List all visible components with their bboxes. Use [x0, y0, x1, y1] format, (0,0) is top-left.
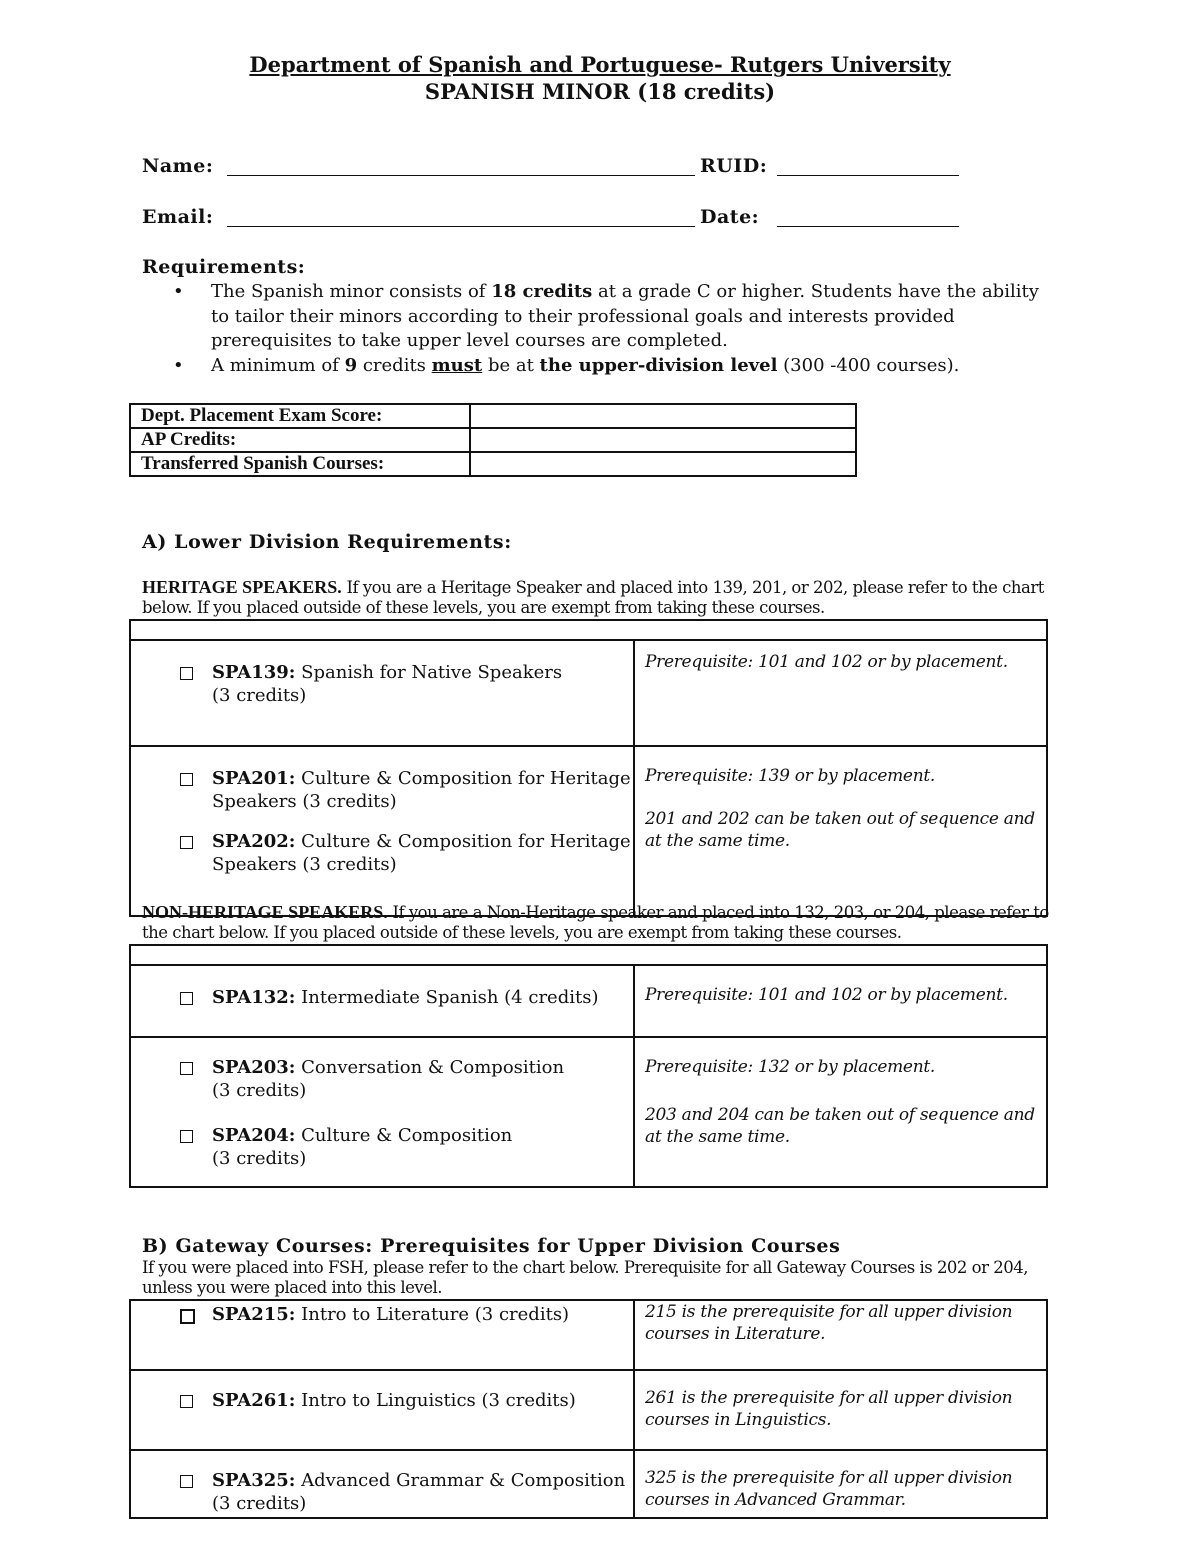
- course-spa132: SPA132: Intermediate Spanish (4 credits): [131, 986, 633, 1009]
- checkbox[interactable]: [180, 773, 193, 786]
- table-row: [130, 945, 1047, 965]
- requirements-list: [142, 280, 1062, 378]
- ruid-label: RUID:: [700, 155, 768, 177]
- prerequisite-note: 261 is the prerequisite for all upper division courses in Linguistics.: [645, 1388, 1013, 1430]
- email-label: Email:: [142, 206, 214, 228]
- course-spa261: SPA261: Intro to Linguistics (3 credits): [131, 1389, 633, 1412]
- ruid-field[interactable]: [777, 155, 959, 176]
- ap-credits-label: AP Credits:: [130, 428, 470, 452]
- table-row: [130, 428, 856, 452]
- date-field[interactable]: [777, 206, 959, 227]
- department-title: Department of Spanish and Portuguese- Rutgers University: [249, 52, 951, 77]
- checkbox[interactable]: [180, 836, 193, 849]
- prerequisite-note: Prerequisite: 132 or by placement.: [645, 1057, 935, 1077]
- table-row: [130, 746, 1047, 916]
- course-spa215: SPA215: Intro to Literature (3 credits): [131, 1303, 633, 1326]
- nonheritage-course-table: [129, 944, 1048, 1188]
- requirement-item: • The Spanish minor consists of 18 credits at a grade C or higher. Students have the ability to tailor their minors according to their professional goals and interests provided prerequisites to take upper level courses are completed.: [173, 281, 1039, 351]
- table-row: [130, 404, 856, 428]
- prerequisite-note: Prerequisite: 139 or by placement.: [645, 766, 935, 786]
- gateway-course-table: [129, 1299, 1048, 1519]
- course-spa201: SPA201: Culture & Composition for Heritage Speakers (3 credits): [131, 767, 633, 813]
- sequence-note: 203 and 204 can be taken out of sequence and at the same time.: [645, 1105, 1035, 1147]
- placement-exam-label: Dept. Placement Exam Score:: [130, 404, 470, 428]
- sequence-note: 201 and 202 can be taken out of sequence and at the same time.: [645, 809, 1035, 851]
- placement-table: [129, 403, 857, 477]
- checkbox[interactable]: [180, 1395, 193, 1408]
- bullet: •: [173, 354, 184, 376]
- course-spa204: SPA204: Culture & Composition (3 credits): [131, 1124, 633, 1170]
- nonheritage-paragraph: NON-HERITAGE SPEAKERS. If you are a Non-Heritage speaker and placed into 132, 203, or 204, please refer to the chart below. If you placed outside of these levels, you are exempt from taking these courses.: [142, 902, 1049, 942]
- requirements-heading: Requirements:: [142, 256, 306, 278]
- prerequisite-note: 325 is the prerequisite for all upper division courses in Advanced Grammar.: [645, 1468, 1013, 1510]
- checkbox[interactable]: [180, 1130, 193, 1143]
- email-field[interactable]: [227, 206, 695, 227]
- section-a-heading: A) Lower Division Requirements:: [142, 531, 512, 553]
- transferred-courses-value[interactable]: [470, 452, 856, 476]
- course-spa325: SPA325: Advanced Grammar & Composition (3 credits): [131, 1469, 633, 1515]
- checkbox[interactable]: [180, 992, 193, 1005]
- table-row: [130, 1300, 1047, 1370]
- minor-title: SPANISH MINOR (18 credits): [424, 79, 776, 104]
- prerequisite-note: 215 is the prerequisite for all upper division courses in Literature.: [645, 1302, 1013, 1344]
- section-b-heading: B) Gateway Courses: Prerequisites for Upper Division Courses: [142, 1235, 841, 1257]
- checkbox[interactable]: [180, 667, 193, 680]
- prerequisite-note: Prerequisite: 101 and 102 or by placement.: [645, 652, 1008, 672]
- course-spa139: SPA139: Spanish for Native Speakers (3 credits): [131, 661, 633, 707]
- name-label: Name:: [142, 155, 214, 177]
- bullet: •: [173, 281, 184, 302]
- gateway-paragraph: If you were placed into FSH, please refer to the chart below. Prerequisite for all Gateway Courses is 202 or 204, unless you were placed into this level.: [142, 1258, 1028, 1297]
- placement-exam-value[interactable]: [470, 404, 856, 428]
- checkbox[interactable]: [180, 1062, 193, 1075]
- table-row: [130, 620, 1047, 640]
- table-row: [130, 640, 1047, 746]
- date-label: Date:: [700, 206, 760, 228]
- heritage-course-table: [129, 619, 1048, 917]
- course-spa202: SPA202: Culture & Composition for Heritage Speakers (3 credits): [131, 830, 633, 876]
- table-row: [130, 1037, 1047, 1187]
- checkbox[interactable]: [180, 1475, 193, 1488]
- requirement-item: • A minimum of 9 credits must be at the upper-division level (300 -400 courses).: [142, 354, 1062, 379]
- table-row: [130, 1450, 1047, 1518]
- ap-credits-value[interactable]: [470, 428, 856, 452]
- name-field[interactable]: [227, 155, 695, 176]
- course-spa203: SPA203: Conversation & Composition (3 credits): [131, 1056, 633, 1102]
- transferred-courses-label: Transferred Spanish Courses:: [130, 452, 470, 476]
- table-row: [130, 452, 856, 476]
- prerequisite-note: Prerequisite: 101 and 102 or by placement.: [645, 985, 1008, 1005]
- table-row: [130, 965, 1047, 1037]
- checkbox[interactable]: [180, 1309, 195, 1324]
- table-row: [130, 1370, 1047, 1450]
- heritage-paragraph: HERITAGE SPEAKERS. If you are a Heritage Speaker and placed into 139, 201, or 202, please refer to the chart below. If you placed outside of these levels, you are exempt from taking these courses.: [142, 577, 1044, 617]
